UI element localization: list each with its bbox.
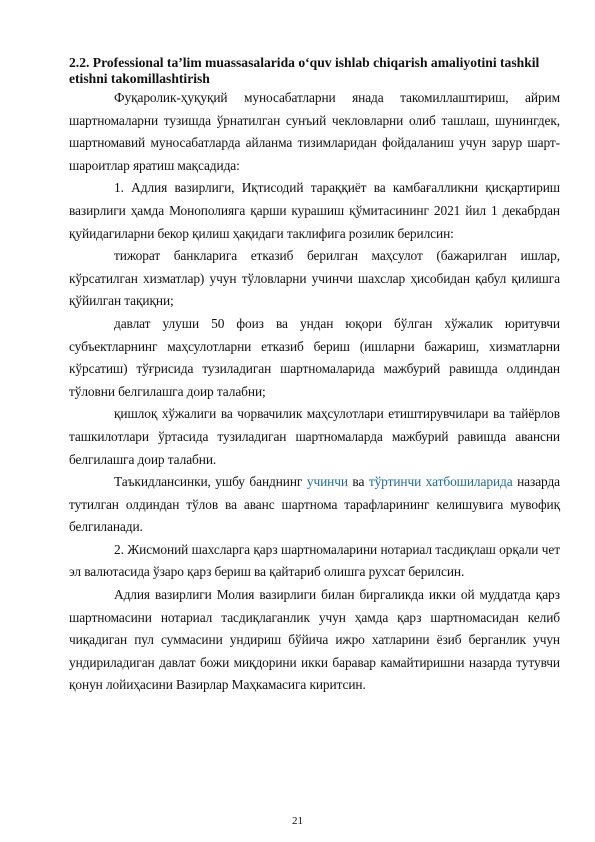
paragraph-bank-payments: тижорат банкларига етказиб берилган маҳсулот (бажарилган ишлар, кўрсатилган хизматлар) учун тўловларни учинчи шахслар ҳисобидан қабул қилишга қўйилган тақиқни; bbox=[69, 248, 560, 309]
paragraph-item-1: 1. Адлия вазирлиги, Иқтисодий тараққиёт ва камбағалликни қисқартириш вазирлиги ҳамда Монополияга қарши курашиш қўмитасининг 2021 йил 1 декабрдан қуйидагиларни бекор қилиш ҳақидаги таклифига розилик берилсин: bbox=[69, 180, 560, 241]
section-heading: 2.2. Professional ta’lim muassasalarida o‘quv ishlab chiqarish amaliyotini tashkil etishni takomillashtirish bbox=[69, 55, 540, 86]
paragraph-state-share: давлат улуши 50 фоиз ва ундан юқори бўлган хўжалик юритувчи субъектларнинг маҳсулотларни етказиб бериш (ишларни бажариш, хизматларни кўрсатиш) тўғрисида тузиладиган шартномаларида мажбурий равишда олдиндан тўловни белгилашга доир талабни; bbox=[69, 315, 560, 399]
link-fourth-paragraphs[interactable]: тўртинчи хатбошиларида bbox=[368, 474, 513, 490]
paragraph-emphasis-text-c: назарда тутилган олдиндан тўлов ва аванс шартнома тарафларининг келишувига мувофиқ белгиланади. bbox=[69, 474, 561, 535]
paragraph-intro: Фуқаролик-ҳуқуқий муносабатларни янада такомиллаштириш, айрим шартномаларни тузишда ўрнатилган сунъий чекловларни олиб ташлаш, шунингдек, шартномавий муносабатларда айланма тизимларидан фойдаланиш учун зарур шарт-шароитлар яратиш мақсадида: bbox=[69, 90, 560, 173]
paragraph-ministry: Адлия вазирлиги Молия вазирлиги билан биргаликда икки ой муддатда қарз шартномасини нотариал тасдиқлаганлик учун ҳамда қарз шартномасидан келиб чиқадиган пул суммасини ундириш бўйича ижро хатларини ёзиб берганлик учун ундириладиган давлат божи миқдорини икки баравар камайтиришни назарда тутувчи қонун лойиҳасини Вазирлар Маҳкамасига киритсин. bbox=[69, 587, 560, 693]
paragraph-item-2: 2. Жисмоний шахсларга қарз шартномаларини нотариал тасдиқлаш орқали чет эл валютасида ўзаро қарз бериш ва қайтариб олишга рухсат берилсин. bbox=[69, 541, 560, 580]
paragraph-agriculture: қишлоқ хўжалиги ва чорвачилик маҳсулотлари етиштирувчилари ва тайёрлов ташкилотлари ўртасида тузиладиган шартномаларда мажбурий равишда авансни белгилашга доир талабни. bbox=[69, 406, 560, 467]
paragraph-emphasis-text-a: Таъкидлансинки, ушбу банднинг bbox=[114, 474, 307, 490]
link-third-paragraph[interactable]: учинчи bbox=[306, 474, 348, 490]
document-body bbox=[69, 55, 560, 697]
paragraph-emphasis bbox=[69, 471, 560, 539]
paragraph-emphasis-text-b: ва bbox=[347, 474, 369, 490]
page-number: 21 bbox=[292, 815, 303, 827]
